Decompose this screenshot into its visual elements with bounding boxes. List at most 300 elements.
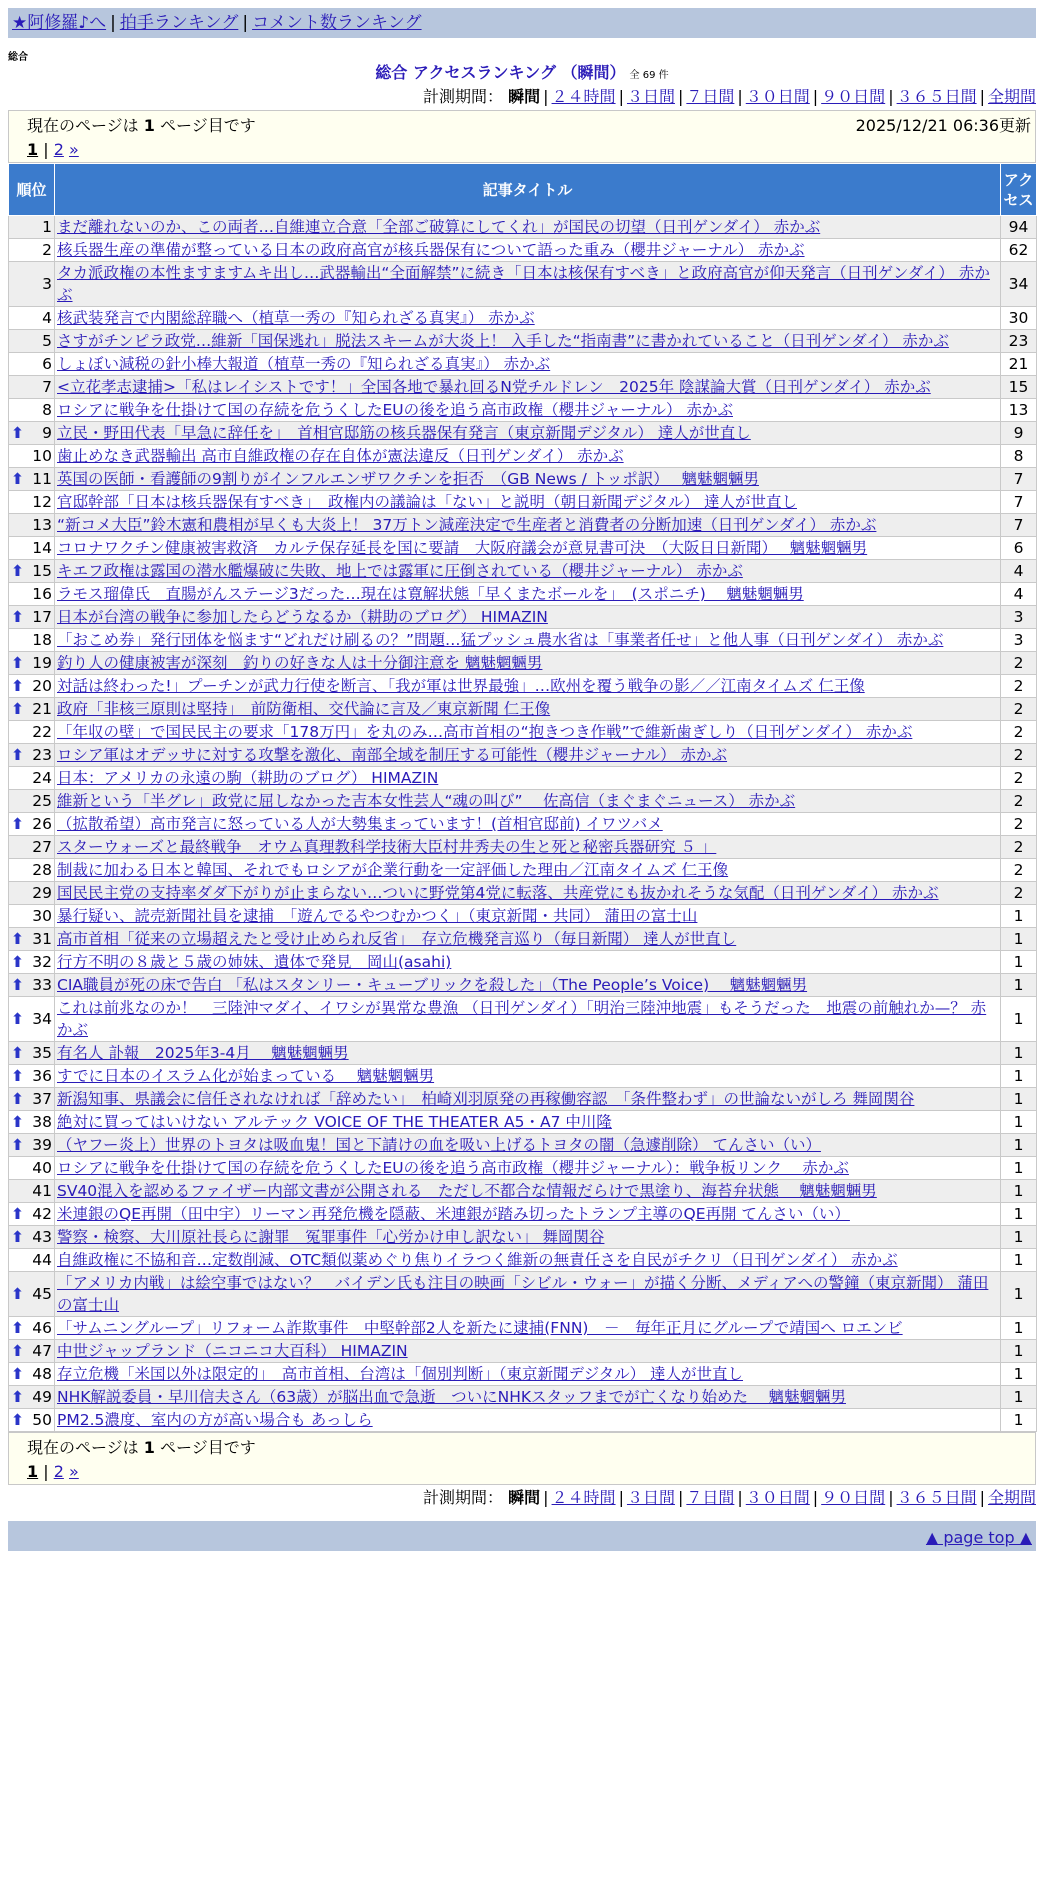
table-row bbox=[9, 905, 1037, 928]
article-link[interactable]: まだ離れないのか、この両者…自維連立合意「全部ご破算にしてくれ」が国民の切望（日刊ゲンダイ） 赤かぶ bbox=[57, 218, 821, 236]
rank-cell bbox=[9, 583, 55, 606]
rank-cell bbox=[9, 353, 55, 376]
access-count: 7 bbox=[1001, 468, 1037, 491]
table-row bbox=[9, 239, 1037, 262]
rank-number: 12 bbox=[32, 493, 52, 511]
article-link[interactable]: 核武装発言で内閣総辞職へ（植草一秀の『知られざる真実』） 赤かぶ bbox=[57, 309, 535, 327]
rank-up-arrow-icon: ⬆ bbox=[11, 953, 24, 971]
rank-up-arrow-icon: ⬆ bbox=[11, 608, 24, 626]
rank-number: 2 bbox=[42, 241, 52, 259]
title-cell bbox=[55, 1340, 1001, 1363]
access-count: 1 bbox=[1001, 997, 1037, 1042]
rank-number: 3 bbox=[42, 275, 52, 293]
table-row bbox=[9, 1203, 1037, 1226]
table-row bbox=[9, 836, 1037, 859]
rank-number: 6 bbox=[42, 355, 52, 373]
access-count: 1 bbox=[1001, 1386, 1037, 1409]
next-page-link-bottom[interactable]: » bbox=[68, 1462, 79, 1481]
article-link[interactable]: 官邸幹部「日本は核兵器保有すべき」 政権内の議論は「ない」と説明（朝日新聞デジタル） 達人が世直し bbox=[57, 493, 797, 511]
access-count: 7 bbox=[1001, 514, 1037, 537]
title-cell bbox=[55, 1317, 1001, 1340]
article-link[interactable]: スターウォーズと最終戦争 オウム真理教科学技術大臣村井秀夫の生と死と秘密兵器研究 ５ 」 bbox=[57, 838, 717, 856]
rank-number: 43 bbox=[32, 1228, 52, 1246]
article-link[interactable]: 「年収の壁」で国民民主の要求「178万円」を丸のみ…高市首相の“抱きつき作戦”で維新歯ぎしり（日刊ゲンダイ） 赤かぶ bbox=[57, 723, 913, 741]
rank-cell bbox=[9, 307, 55, 330]
rank-number: 7 bbox=[42, 378, 52, 396]
access-count: 2 bbox=[1001, 698, 1037, 721]
rank-number: 32 bbox=[32, 953, 52, 971]
rank-number: 48 bbox=[32, 1365, 52, 1383]
rank-up-arrow-icon: ⬆ bbox=[11, 1285, 24, 1303]
rank-cell bbox=[9, 537, 55, 560]
rank-number: 22 bbox=[32, 723, 52, 741]
access-count: 4 bbox=[1001, 560, 1037, 583]
rank-cell bbox=[9, 1134, 55, 1157]
table-row bbox=[9, 537, 1037, 560]
article-link[interactable]: ロシアに戦争を仕掛けて国の存続を危うくしたEUの後を追う高市政権（櫻井ジャーナル）：戦争板リンク 赤かぶ bbox=[57, 1159, 849, 1177]
article-link[interactable]: （拡散希望）高市発言に怒っている人が大勢集まっています！(首相官邸前) イワツバメ bbox=[57, 815, 663, 833]
table-row bbox=[9, 399, 1037, 422]
article-link[interactable]: 政府「非核三原則は堅持」 前防衛相、交代論に言及／東京新聞 仁王像 bbox=[57, 700, 551, 718]
rank-cell bbox=[9, 1340, 55, 1363]
rank-cell bbox=[9, 675, 55, 698]
title-cell bbox=[55, 698, 1001, 721]
table-row bbox=[9, 1317, 1037, 1340]
table-row bbox=[9, 813, 1037, 836]
rank-number: 18 bbox=[32, 631, 52, 649]
table-row bbox=[9, 1042, 1037, 1065]
table-row bbox=[9, 1340, 1037, 1363]
table-row bbox=[9, 629, 1037, 652]
title-cell bbox=[55, 767, 1001, 790]
rank-cell bbox=[9, 1272, 55, 1317]
updated-time: 2025/12/21 06:36更新 bbox=[855, 116, 1031, 135]
period-365d-link-bottom[interactable]: ３６５日間 bbox=[896, 1488, 977, 1507]
rank-cell bbox=[9, 239, 55, 262]
article-link[interactable]: 「おこめ券」発行団体を悩ます“どれだけ刷るの？”問題…猛プッシュ農水省は「事業者任せ」と他人事（日刊ゲンダイ） 赤かぶ bbox=[57, 631, 944, 649]
title-cell bbox=[55, 744, 1001, 767]
article-link[interactable]: 米連銀のQE再開（田中宇）リーマン再発危機を隠蔽、米連銀が踏み切ったトランプ主導のQE再開 てんさい（い） bbox=[57, 1205, 850, 1223]
access-count: 1 bbox=[1001, 1065, 1037, 1088]
access-count: 1 bbox=[1001, 1317, 1037, 1340]
rank-cell bbox=[9, 652, 55, 675]
title-cell bbox=[55, 974, 1001, 997]
article-link[interactable]: PM2.5濃度、室内の方が高い場合も あっしら bbox=[57, 1411, 373, 1429]
rank-cell bbox=[9, 1386, 55, 1409]
article-link[interactable]: 制裁に加わる日本と韓国、それでもロシアが企業行動を一定評価した理由／江南タイムズ 仁王像 bbox=[57, 861, 729, 879]
title-cell bbox=[55, 307, 1001, 330]
title-cell bbox=[55, 905, 1001, 928]
rank-up-arrow-icon: ⬆ bbox=[11, 1067, 24, 1085]
title-cell bbox=[55, 790, 1001, 813]
rank-number: 1 bbox=[42, 218, 52, 236]
rank-cell bbox=[9, 560, 55, 583]
table-row bbox=[9, 376, 1037, 399]
rank-number: 44 bbox=[32, 1251, 52, 1269]
period-label-bottom: 計測期間： bbox=[423, 1488, 504, 1507]
access-count: 1 bbox=[1001, 1180, 1037, 1203]
access-count: 2 bbox=[1001, 882, 1037, 905]
rank-cell bbox=[9, 1157, 55, 1180]
rank-cell bbox=[9, 1363, 55, 1386]
title-cell bbox=[55, 376, 1001, 399]
title-cell bbox=[55, 1134, 1001, 1157]
article-link[interactable]: 暴行疑い、読売新聞社員を逮捕 「遊んでるやつむかつく」（東京新聞・共同） 蒲田の富士山 bbox=[57, 907, 698, 925]
table-row bbox=[9, 445, 1037, 468]
article-link[interactable]: 自維政権に不協和音…定数削減、OTC類似薬めぐり焦りイラつく維新の無責任さを自民がチクリ（日刊ゲンダイ） 赤かぶ bbox=[57, 1251, 898, 1269]
table-row bbox=[9, 928, 1037, 951]
clap-ranking-link[interactable]: 拍手ランキング bbox=[119, 13, 239, 33]
title-cell bbox=[55, 1249, 1001, 1272]
rank-number: 29 bbox=[32, 884, 52, 902]
comment-ranking-link[interactable]: コメント数ランキング bbox=[252, 13, 422, 33]
rank-up-arrow-icon: ⬆ bbox=[11, 930, 24, 948]
rank-number: 30 bbox=[32, 907, 52, 925]
article-link[interactable]: 「アメリカ内戦」は絵空事ではない？ バイデン氏も注目の映画「シビル・ウォー」が描く分断、メディアへの警鐘（東京新聞） 蒲田の富士山 bbox=[57, 1274, 989, 1314]
article-link[interactable]: 「サムニングループ」リフォーム詐欺事件 中堅幹部2人を新たに逮捕(FNN) － 毎年正月にグループで靖国へ ロエンビ bbox=[57, 1319, 903, 1337]
article-link[interactable]: コロナワクチン健康被害救済 カルテ保存延長を国に要請 大阪府議会が意見書可決 （大阪日日新聞） 魑魅魍魎男 bbox=[57, 539, 868, 557]
article-link[interactable]: 中世ジャップランド（ニコニコ大百科） HIMAZIN bbox=[57, 1342, 408, 1360]
period-all-link-bottom[interactable]: 全期間 bbox=[987, 1488, 1036, 1507]
rank-up-arrow-icon: ⬆ bbox=[11, 1044, 24, 1062]
rank-number: 9 bbox=[42, 424, 52, 442]
rank-number: 8 bbox=[42, 401, 52, 419]
table-row bbox=[9, 675, 1037, 698]
home-link[interactable]: ★阿修羅♪へ bbox=[12, 13, 107, 33]
article-link[interactable]: タカ派政権の本性ますますムキ出し…武器輸出“全面解禁”に続き「日本は核保有すべき」と政府高官が仰天発言（日刊ゲンダイ） 赤かぶ bbox=[57, 264, 990, 304]
access-count: 23 bbox=[1001, 330, 1037, 353]
access-count: 3 bbox=[1001, 629, 1037, 652]
article-link[interactable]: CIA職員が死の床で告白 「私はスタンリー・キューブリックを殺した」（The People’s Voice) 魑魅魍魎男 bbox=[57, 976, 808, 994]
rank-number: 10 bbox=[32, 447, 52, 465]
table-row bbox=[9, 514, 1037, 537]
rank-number: 4 bbox=[42, 309, 52, 327]
table-row bbox=[9, 1065, 1037, 1088]
article-link[interactable]: 核兵器生産の準備が整っている日本の政府高官が核兵器保有について語った重み（櫻井ジャーナル） 赤かぶ bbox=[57, 241, 805, 259]
article-link[interactable]: SV40混入を認めるファイザー内部文書が公開される ただし不都合な情報だらけで黒塗り、海苔弁状態 魑魅魍魎男 bbox=[57, 1182, 877, 1200]
access-count: 21 bbox=[1001, 353, 1037, 376]
title-cell bbox=[55, 859, 1001, 882]
table-row bbox=[9, 1363, 1037, 1386]
rank-number: 20 bbox=[32, 677, 52, 695]
rank-up-arrow-icon: ⬆ bbox=[11, 1388, 24, 1406]
article-link[interactable]: “新コメ大臣”鈴木憲和農相が早くも大炎上！ 37万トン減産決定で生産者と消費者の分断加速（日刊ゲンダイ） 赤かぶ bbox=[57, 516, 877, 534]
rank-cell bbox=[9, 216, 55, 239]
rank-up-arrow-icon: ⬆ bbox=[11, 976, 24, 994]
table-row bbox=[9, 698, 1037, 721]
rank-up-arrow-icon: ⬆ bbox=[11, 1113, 24, 1131]
table-row bbox=[9, 422, 1037, 445]
title-cell bbox=[55, 491, 1001, 514]
title-cell bbox=[55, 1363, 1001, 1386]
access-count: 4 bbox=[1001, 583, 1037, 606]
rank-cell bbox=[9, 1249, 55, 1272]
table-row bbox=[9, 606, 1037, 629]
article-link[interactable]: 高市首相「従来の立場超えたと受け止められ反省」 存立危機発言巡り（毎日新聞） 達人が世直し bbox=[57, 930, 737, 948]
title-cell bbox=[55, 399, 1001, 422]
page-2-link-bottom[interactable]: 2 bbox=[53, 1462, 64, 1481]
title-cell bbox=[55, 353, 1001, 376]
rank-number: 39 bbox=[32, 1136, 52, 1154]
table-row bbox=[9, 1088, 1037, 1111]
rank-up-arrow-icon: ⬆ bbox=[11, 1205, 24, 1223]
rank-cell bbox=[9, 698, 55, 721]
rank-number: 17 bbox=[32, 608, 52, 626]
access-count: 8 bbox=[1001, 445, 1037, 468]
rank-number: 21 bbox=[32, 700, 52, 718]
rank-up-arrow-icon: ⬆ bbox=[11, 1411, 24, 1429]
access-count: 15 bbox=[1001, 376, 1037, 399]
rank-number: 25 bbox=[32, 792, 52, 810]
article-link[interactable]: <立花孝志逮捕>「私はレイシストです！」全国各地で暴れ回るN党チルドレン 2025年 陰謀論大賞（日刊ゲンダイ） 赤かぶ bbox=[57, 378, 931, 396]
rank-cell bbox=[9, 1409, 55, 1432]
rank-up-arrow-icon: ⬆ bbox=[11, 1342, 24, 1360]
access-count: 2 bbox=[1001, 790, 1037, 813]
access-count: 1 bbox=[1001, 1042, 1037, 1065]
rank-number: 36 bbox=[32, 1067, 52, 1085]
article-link[interactable]: 国民民主党の支持率ダダ下がりが止まらない…ついに野党第4党に転落、共産党にも抜かれそうな気配（日刊ゲンダイ） 赤かぶ bbox=[57, 884, 939, 902]
article-link[interactable]: 警察・検察、大川原社長らに謝罪 冤罪事件「心労かけ申し訳ない」 舞岡関谷 bbox=[57, 1228, 605, 1246]
title-cell bbox=[55, 997, 1001, 1042]
table-row bbox=[9, 216, 1037, 239]
period-selector-bottom: 計測期間： 瞬間 | ２４時間 | ３日間 | ７日間 | ３０日間 | ９０日間 | ３６５日間 | 全期間 bbox=[423, 1488, 1036, 1507]
access-count: 30 bbox=[1001, 307, 1037, 330]
table-row bbox=[9, 1386, 1037, 1409]
access-count: 1 bbox=[1001, 1363, 1037, 1386]
access-count: 2 bbox=[1001, 813, 1037, 836]
period-label: 計測期間： bbox=[423, 87, 504, 106]
article-link[interactable]: しょぼい減税の針小棒大報道（植草一秀の『知られざる真実』） 赤かぶ bbox=[57, 355, 551, 373]
table-row bbox=[9, 560, 1037, 583]
page-title bbox=[8, 62, 1036, 84]
period-current: 瞬間 bbox=[508, 87, 541, 106]
rank-number: 47 bbox=[32, 1342, 52, 1360]
article-link[interactable]: 対話は終わった!」プーチンが武力行使を断言、「我が軍は世界最強」…欧州を覆う戦争の影／／江南タイムズ 仁王像 bbox=[57, 677, 865, 695]
rank-number: 40 bbox=[32, 1159, 52, 1177]
title-cell bbox=[55, 330, 1001, 353]
rank-number: 31 bbox=[32, 930, 52, 948]
rank-cell bbox=[9, 376, 55, 399]
ranking-rows bbox=[9, 216, 1037, 1432]
table-row bbox=[9, 1409, 1037, 1432]
article-link[interactable]: NHK解説委員・早川信夫さん（63歳）が脳出血で急逝 ついにNHKスタッフまでが亡くなり始めた 魑魅魍魎男 bbox=[57, 1388, 846, 1406]
title-cell bbox=[55, 1272, 1001, 1317]
rank-cell bbox=[9, 928, 55, 951]
table-row bbox=[9, 951, 1037, 974]
article-link[interactable]: 維新という「半グレ」政党に屈しなかった吉本女性芸人“魂の叫び” 佐高信（まぐまぐニュース） 赤かぶ bbox=[57, 792, 796, 810]
title-cell bbox=[55, 445, 1001, 468]
top-navigation: ★阿修羅♪へ | 拍手ランキング | コメント数ランキング bbox=[8, 8, 1036, 38]
article-link[interactable]: 存立危機「米国以外は限定的」 高市首相、台湾は「個別判断」（東京新聞デジタル） 達人が世直し bbox=[57, 1365, 744, 1383]
rank-number: 45 bbox=[32, 1285, 52, 1303]
rank-cell bbox=[9, 1180, 55, 1203]
rank-number: 23 bbox=[32, 746, 52, 764]
table-row bbox=[9, 1157, 1037, 1180]
title-cell bbox=[55, 239, 1001, 262]
rank-cell bbox=[9, 445, 55, 468]
page-status: 現在のページは 1 ページ目です bbox=[27, 116, 256, 135]
table-row bbox=[9, 468, 1037, 491]
pager-top: 現在のページは 1 ページ目です 2025/12/21 06:36更新 1 | 2 » bbox=[8, 110, 1036, 163]
article-link[interactable]: 日本が台湾の戦争に参加したらどうなるか（耕助のブログ） HIMAZIN bbox=[57, 608, 548, 626]
access-count: 1 bbox=[1001, 1249, 1037, 1272]
article-link[interactable]: 有名人 訃報 2025年3-4月 魑魅魍魎男 bbox=[57, 1044, 349, 1062]
access-count: 3 bbox=[1001, 606, 1037, 629]
table-row bbox=[9, 767, 1037, 790]
page-2-link[interactable]: 2 bbox=[53, 140, 64, 159]
title-cell bbox=[55, 1088, 1001, 1111]
rank-number: 27 bbox=[32, 838, 52, 856]
rank-cell bbox=[9, 330, 55, 353]
rank-up-arrow-icon: ⬆ bbox=[11, 1136, 24, 1154]
rank-cell bbox=[9, 606, 55, 629]
table-row bbox=[9, 1226, 1037, 1249]
rank-up-arrow-icon: ⬆ bbox=[11, 677, 24, 695]
article-link[interactable]: 英国の医師・看護師の9割りがインフルエンザワクチンを拒否 （GB News / トッポ訳） 魑魅魍魎男 bbox=[57, 470, 759, 488]
access-count: 2 bbox=[1001, 675, 1037, 698]
ranking-table bbox=[8, 163, 1037, 1432]
article-link[interactable]: 行方不明の８歳と５歳の姉妹、遺体で発見 岡山(asahi) bbox=[57, 953, 452, 971]
article-link[interactable]: ラモス瑠偉氏 直腸がんステージ3だった…現在は寛解状態「早くまたボールを」 (スポニチ) 魑魅魍魎男 bbox=[57, 585, 804, 603]
title-cell bbox=[55, 422, 1001, 445]
period-3d-link[interactable]: ３日間 bbox=[626, 87, 675, 106]
rank-up-arrow-icon: ⬆ bbox=[11, 470, 24, 488]
column-header-rank: 順位 bbox=[9, 164, 55, 216]
period-90d-link[interactable]: ９０日間 bbox=[821, 87, 886, 106]
rank-number: 42 bbox=[32, 1205, 52, 1223]
article-link[interactable]: 新潟知事、県議会に信任されなければ「辞めたい」 柏崎刈羽原発の再稼働容認 「条件整わず」の世論ないがしろ 舞岡関谷 bbox=[57, 1090, 915, 1108]
rank-up-arrow-icon: ⬆ bbox=[11, 424, 24, 442]
rank-cell bbox=[9, 859, 55, 882]
access-count: 1 bbox=[1001, 928, 1037, 951]
title-cell bbox=[55, 629, 1001, 652]
next-page-link[interactable]: » bbox=[68, 140, 79, 159]
article-link[interactable]: 歯止めなき武器輸出 高市自維政権の存在自体が憲法違反（日刊ゲンダイ） 赤かぶ bbox=[57, 447, 624, 465]
rank-cell bbox=[9, 262, 55, 307]
rank-number: 13 bbox=[32, 516, 52, 534]
article-link[interactable]: これは前兆なのか！ 三陸沖マダイ、イワシが異常な豊漁 （日刊ゲンダイ）「明治三陸沖地震」もそうだった 地震の前触れか—？ 赤かぶ bbox=[57, 999, 987, 1039]
period-current-bottom: 瞬間 bbox=[508, 1488, 541, 1507]
access-count: 1 bbox=[1001, 905, 1037, 928]
rank-cell bbox=[9, 1042, 55, 1065]
access-count: 1 bbox=[1001, 974, 1037, 997]
title-cell bbox=[55, 1226, 1001, 1249]
rank-number: 11 bbox=[32, 470, 52, 488]
period-30d-link-bottom[interactable]: ３０日間 bbox=[745, 1488, 810, 1507]
access-count: 1 bbox=[1001, 1340, 1037, 1363]
title-cell bbox=[55, 537, 1001, 560]
article-link[interactable]: 絶対に買ってはいけない アルテック VOICE OF THE THEATER A5・A7 中川隆 bbox=[57, 1113, 612, 1131]
table-row bbox=[9, 721, 1037, 744]
rank-number: 26 bbox=[32, 815, 52, 833]
article-link[interactable]: 釣り人の健康被害が深刻 釣りの好きな人は十分御注意を 魑魅魍魎男 bbox=[57, 654, 543, 672]
period-90d-link-bottom[interactable]: ９０日間 bbox=[821, 1488, 886, 1507]
table-row bbox=[9, 859, 1037, 882]
rank-up-arrow-icon: ⬆ bbox=[11, 654, 24, 672]
table-row bbox=[9, 974, 1037, 997]
rank-cell bbox=[9, 882, 55, 905]
article-link[interactable]: 日本：アメリカの永遠の駒（耕助のブログ） HIMAZIN bbox=[57, 769, 439, 787]
access-count: 1 bbox=[1001, 1111, 1037, 1134]
rank-cell bbox=[9, 468, 55, 491]
rank-cell bbox=[9, 974, 55, 997]
title-cell bbox=[55, 813, 1001, 836]
period-24h-link-bottom[interactable]: ２４時間 bbox=[551, 1488, 616, 1507]
title-cell bbox=[55, 836, 1001, 859]
period-3d-link-bottom[interactable]: ３日間 bbox=[626, 1488, 675, 1507]
article-link[interactable]: （ヤフー炎上）世界のトヨタは吸血鬼！国と下請けの血を吸い上げるトヨタの闇（急遽削除） てんさい（い） bbox=[57, 1136, 821, 1154]
rank-number: 15 bbox=[32, 562, 52, 580]
access-count: 94 bbox=[1001, 216, 1037, 239]
rank-number: 38 bbox=[32, 1113, 52, 1131]
period-24h-link[interactable]: ２４時間 bbox=[551, 87, 616, 106]
table-row bbox=[9, 353, 1037, 376]
article-link[interactable]: さすがチンピラ政党…維新「国保逃れ」脱法スキームが大炎上！ 入手した“指南書”に書かれていること（日刊ゲンダイ） 赤かぶ bbox=[57, 332, 949, 350]
rank-cell bbox=[9, 997, 55, 1042]
page-wrapper bbox=[8, 8, 1036, 1551]
rank-up-arrow-icon: ⬆ bbox=[11, 1319, 24, 1337]
table-row bbox=[9, 583, 1037, 606]
title-cell bbox=[55, 1042, 1001, 1065]
table-row bbox=[9, 882, 1037, 905]
table-row bbox=[9, 652, 1037, 675]
rank-number: 35 bbox=[32, 1044, 52, 1062]
rank-number: 5 bbox=[42, 332, 52, 350]
page-top-link[interactable]: ▲ page top ▲ bbox=[925, 1528, 1032, 1547]
rank-up-arrow-icon: ⬆ bbox=[11, 746, 24, 764]
table-row bbox=[9, 330, 1037, 353]
access-count: 2 bbox=[1001, 721, 1037, 744]
title-cell bbox=[55, 721, 1001, 744]
article-link[interactable]: 立民・野田代表「早急に辞任を」 首相官邸筋の核兵器保有発言（東京新聞デジタル） 達人が世直し bbox=[57, 424, 751, 442]
access-count: 1 bbox=[1001, 1203, 1037, 1226]
period-7d-link[interactable]: ７日間 bbox=[686, 87, 735, 106]
table-row bbox=[9, 307, 1037, 330]
article-link[interactable]: ロシア軍はオデッサに対する攻撃を激化、南部全域を制圧する可能性（櫻井ジャーナル） 赤かぶ bbox=[57, 746, 728, 764]
access-count: 62 bbox=[1001, 239, 1037, 262]
rank-cell bbox=[9, 491, 55, 514]
title-cell bbox=[55, 560, 1001, 583]
rank-cell bbox=[9, 1226, 55, 1249]
period-365d-link[interactable]: ３６５日間 bbox=[896, 87, 977, 106]
table-row bbox=[9, 262, 1037, 307]
item-count: 全 69 件 bbox=[629, 70, 669, 81]
period-30d-link[interactable]: ３０日間 bbox=[745, 87, 810, 106]
rank-cell bbox=[9, 629, 55, 652]
period-7d-link-bottom[interactable]: ７日間 bbox=[686, 1488, 735, 1507]
title-cell bbox=[55, 675, 1001, 698]
article-link[interactable]: ロシアに戦争を仕掛けて国の存続を危うくしたEUの後を追う高市政権（櫻井ジャーナル） 赤かぶ bbox=[57, 401, 733, 419]
rank-number: 50 bbox=[32, 1411, 52, 1429]
rank-number: 19 bbox=[32, 654, 52, 672]
period-all-link[interactable]: 全期間 bbox=[987, 87, 1036, 106]
title-cell bbox=[55, 1409, 1001, 1432]
article-link[interactable]: すでに日本のイスラム化が始まっている 魑魅魍魎男 bbox=[57, 1067, 435, 1085]
table-row bbox=[9, 491, 1037, 514]
rank-cell bbox=[9, 951, 55, 974]
genre-label: 総合 bbox=[8, 52, 28, 63]
table-row bbox=[9, 1272, 1037, 1317]
access-count: 1 bbox=[1001, 1226, 1037, 1249]
rank-number: 28 bbox=[32, 861, 52, 879]
column-header-access: アクセス bbox=[1001, 164, 1037, 216]
rank-number: 24 bbox=[32, 769, 52, 787]
access-count: 6 bbox=[1001, 537, 1037, 560]
article-link[interactable]: キエフ政権は露国の潜水艦爆破に失敗、地上では露軍に圧倒されている（櫻井ジャーナル） 赤かぶ bbox=[57, 562, 743, 580]
rank-cell bbox=[9, 767, 55, 790]
table-row bbox=[9, 997, 1037, 1042]
title-cell bbox=[55, 951, 1001, 974]
